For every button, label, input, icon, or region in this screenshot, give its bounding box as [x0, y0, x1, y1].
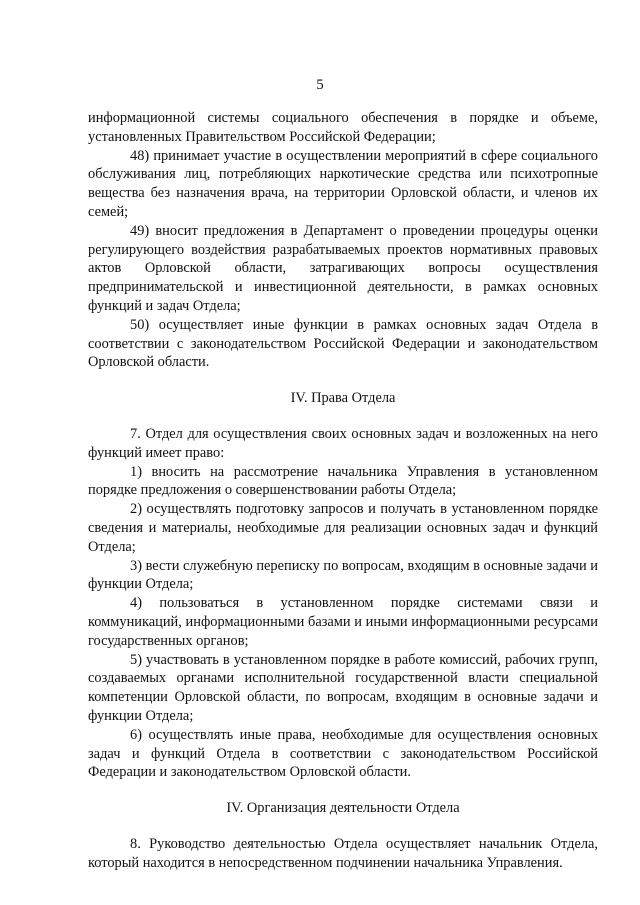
paragraph-right-5: 5) участвовать в установленном порядке в работе комиссий, рабочих групп, создаваемых органами исполнительной государственной власти специальной компетенции Орловской области, по вопросам, входящим в основные задачи и функции Отдела; [88, 651, 598, 724]
paragraph-rights-intro: 7. Отдел для осуществления своих основных задач и возложенных на него функций имеет право: [88, 425, 598, 461]
page-number: 5 [316, 77, 324, 93]
paragraph-item-50: 50) осуществляет иные функции в рамках основных задач Отдела в соответствии с законодательством Российской Федерации и законодательством Орловской области. [88, 316, 598, 371]
paragraph-right-6: 6) осуществлять иные права, необходимые для осуществления основных задач и функций Отдела в соответствии с законодательством Российской Федерации и законодательством Орловской области. [88, 726, 598, 781]
paragraph-continuation: информационной системы социального обеспечения в порядке и объеме, установленных Правительством Российской Федерации; [88, 110, 598, 145]
paragraph-right-2: 2) осуществлять подготовку запросов и получать в установленном порядке сведения и материалы, необходимые для реализации основных задач и функций Отдела; [88, 501, 598, 555]
document-body [88, 109, 598, 872]
paragraph-right-4: 4) пользоваться в установленном порядке системами связи и коммуникаций, информационными базами и иными информационными ресурсами государственных органов; [88, 595, 598, 649]
paragraph-right-3: 3) вести служебную переписку по вопросам, входящим в основные задачи и функции Отдела; [88, 557, 598, 593]
section-heading-organization: IV. Организация деятельности Отдела [226, 800, 460, 817]
paragraph-right-1: 1) вносить на рассмотрение начальника Управления в установленном порядке предложения о совершенствовании работы Отдела; [88, 463, 598, 499]
paragraph-item-49: 49) вносит предложения в Департамент о проведении процедуры оценки регулирующего воздействия разрабатываемых проектов нормативных правовых актов Орловской области, затрагивающих вопросы осуществления предпринимательской и инвестиционной деятельности, в рамках основных функций и задач Отдела; [88, 222, 598, 314]
section-heading-rights: IV. Права Отдела [290, 390, 396, 407]
paragraph-organization-8: 8. Руководство деятельностью Отдела осуществляет начальник Отдела, который находится в непосредственном подчинении начальника Управления. [88, 835, 598, 871]
paragraph-item-48: 48) принимает участие в осуществлении мероприятий в сфере социального обслуживания лиц, потребляющих наркотические средства или психотропные вещества без назначения врача, на территории Орловской области, и членов их семей; [88, 147, 598, 220]
